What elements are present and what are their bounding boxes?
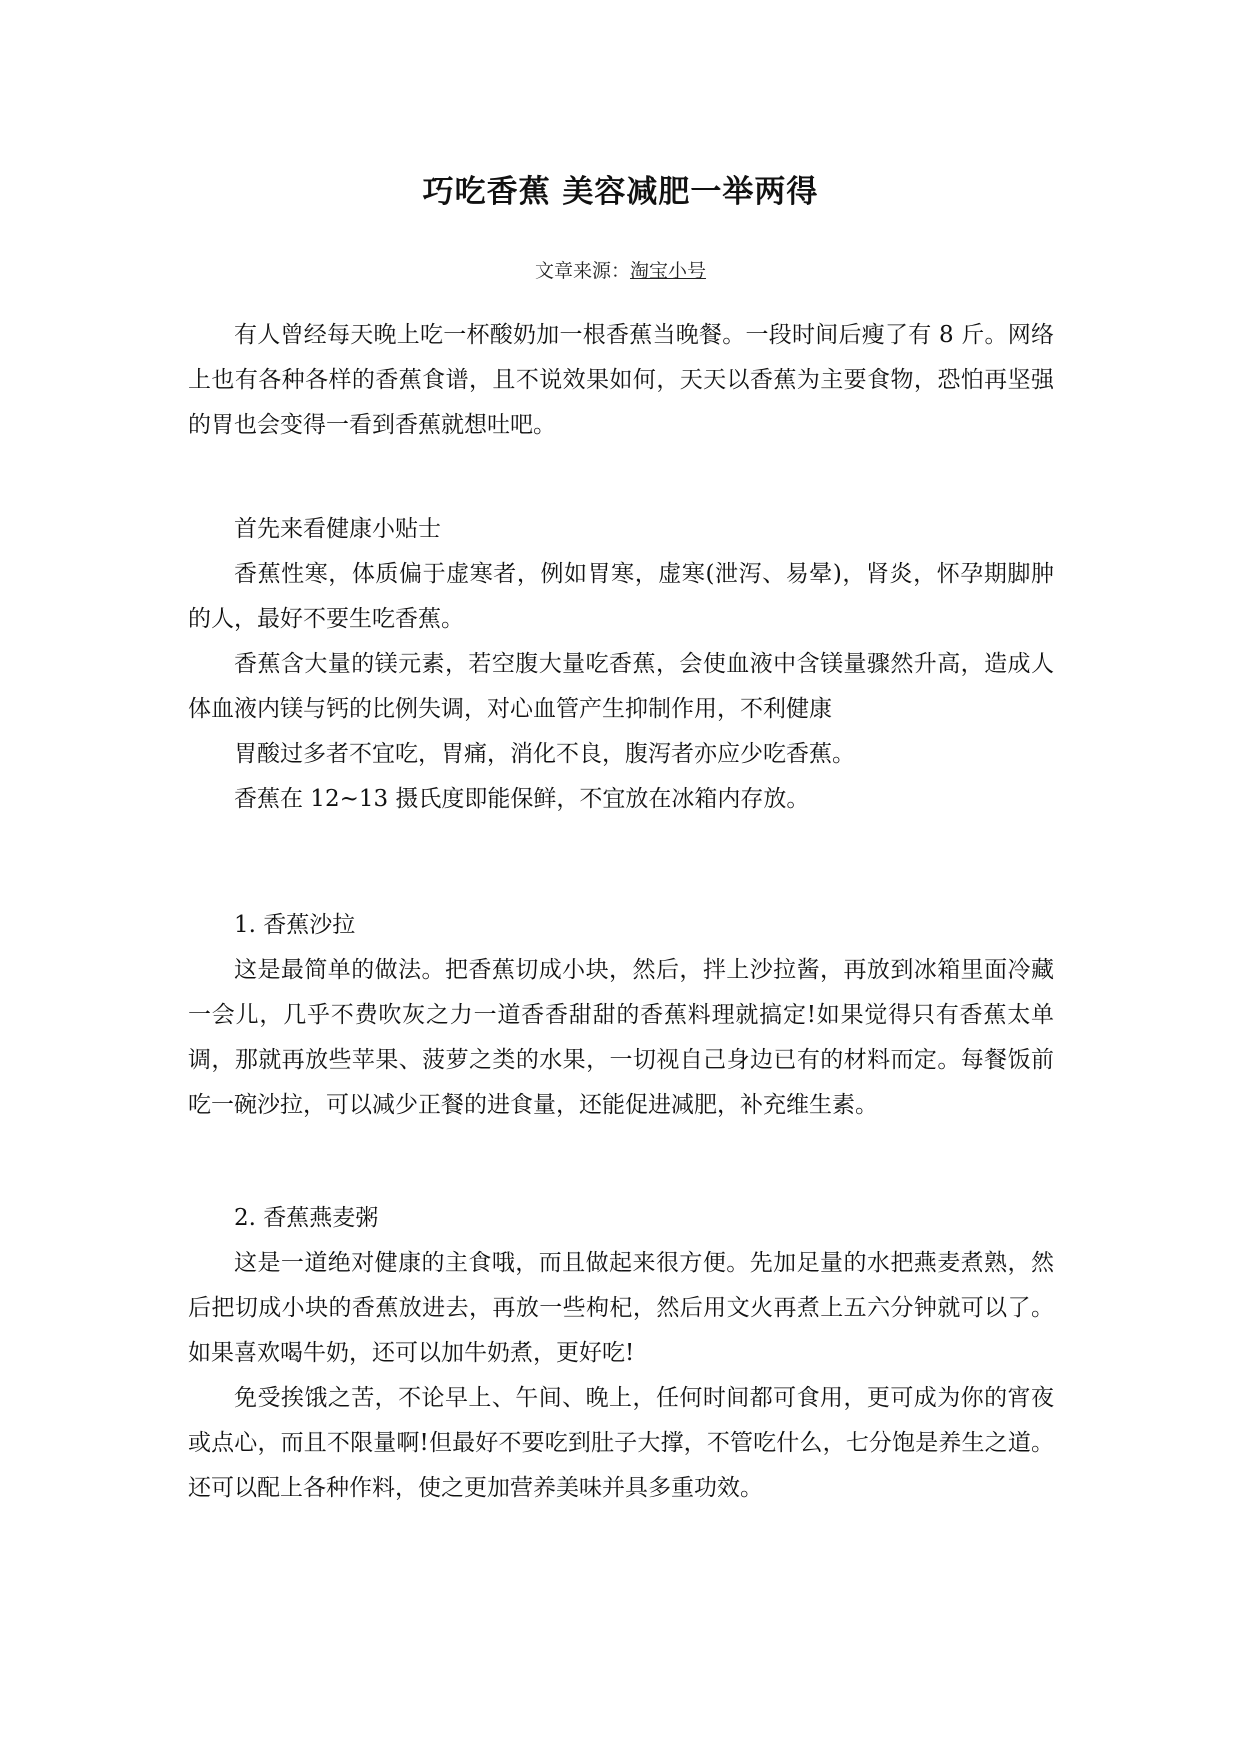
source-label: 文章来源： [534, 260, 630, 282]
tips-paragraph-2: 香蕉含大量的镁元素，若空腹大量吃香蕉，会使血液中含镁量骤然升高，造成人体血液内镁与钙的比例失调，对心血管产生抑制作用，不利健康 [188, 651, 1054, 722]
tips-paragraph-4: 香蕉在 12~13 摄氏度即能保鲜，不宜放在冰箱内存放。 [234, 786, 810, 812]
intro-section [188, 313, 1054, 448]
intro-paragraph: 有人曾经每天晚上吃一杯酸奶加一根香蕉当晚餐。一段时间后瘦了有 8 斤。网络上也有各种各样的香蕉食谱，且不说效果如何，天天以香蕉为主要食物，恐怕再坚强的胃也会变得一看到香蕉就想吐吧。 [188, 322, 1054, 438]
article-title: 巧吃香蕉 美容减肥一举两得 [422, 174, 819, 210]
recipe-1-paragraph: 这是最简单的做法。把香蕉切成小块，然后，拌上沙拉酱，再放到冰箱里面冷藏一会儿，几乎不费吹灰之力一道香香甜甜的香蕉料理就搞定!如果觉得只有香蕉太单调，那就再放些苹果、菠萝之类的水果，一切视自己身边已有的材料而定。每餐饭前吃一碗沙拉，可以减少正餐的进食量，还能促进减肥，补充维生素。 [188, 957, 1054, 1118]
tips-heading: 首先来看健康小贴士 [234, 516, 441, 542]
recipe-2-heading: 2. 香蕉燕麦粥 [234, 1205, 379, 1231]
article-source [0, 257, 1241, 285]
source-link[interactable]: 淘宝小号 [630, 260, 707, 282]
recipe-1-heading: 1. 香蕉沙拉 [234, 912, 356, 938]
tips-paragraph-3: 胃酸过多者不宜吃，胃痛，消化不良，腹泻者亦应少吃香蕉。 [234, 741, 855, 767]
recipe-2-paragraph-2: 免受挨饿之苦，不论早上、午间、晚上，任何时间都可食用，更可成为你的宵夜或点心，而且不限量啊!但最好不要吃到肚子大撑，不管吃什么，七分饱是养生之道。还可以配上各种作料，使之更加营养美味并具多重功效。 [188, 1385, 1054, 1501]
tips-paragraph-1: 香蕉性寒，体质偏于虚寒者，例如胃寒，虚寒(泄泻、易晕)，肾炎，怀孕期脚肿的人，最好不要生吃香蕉。 [188, 561, 1054, 632]
recipe-1-section [188, 903, 1054, 1128]
recipe-2-section [188, 1196, 1054, 1511]
tips-section [188, 507, 1054, 822]
recipe-2-paragraph-1: 这是一道绝对健康的主食哦，而且做起来很方便。先加足量的水把燕麦煮熟，然后把切成小块的香蕉放进去，再放一些枸杞，然后用文火再煮上五六分钟就可以了。如果喜欢喝牛奶，还可以加牛奶煮，更好吃! [188, 1250, 1054, 1366]
